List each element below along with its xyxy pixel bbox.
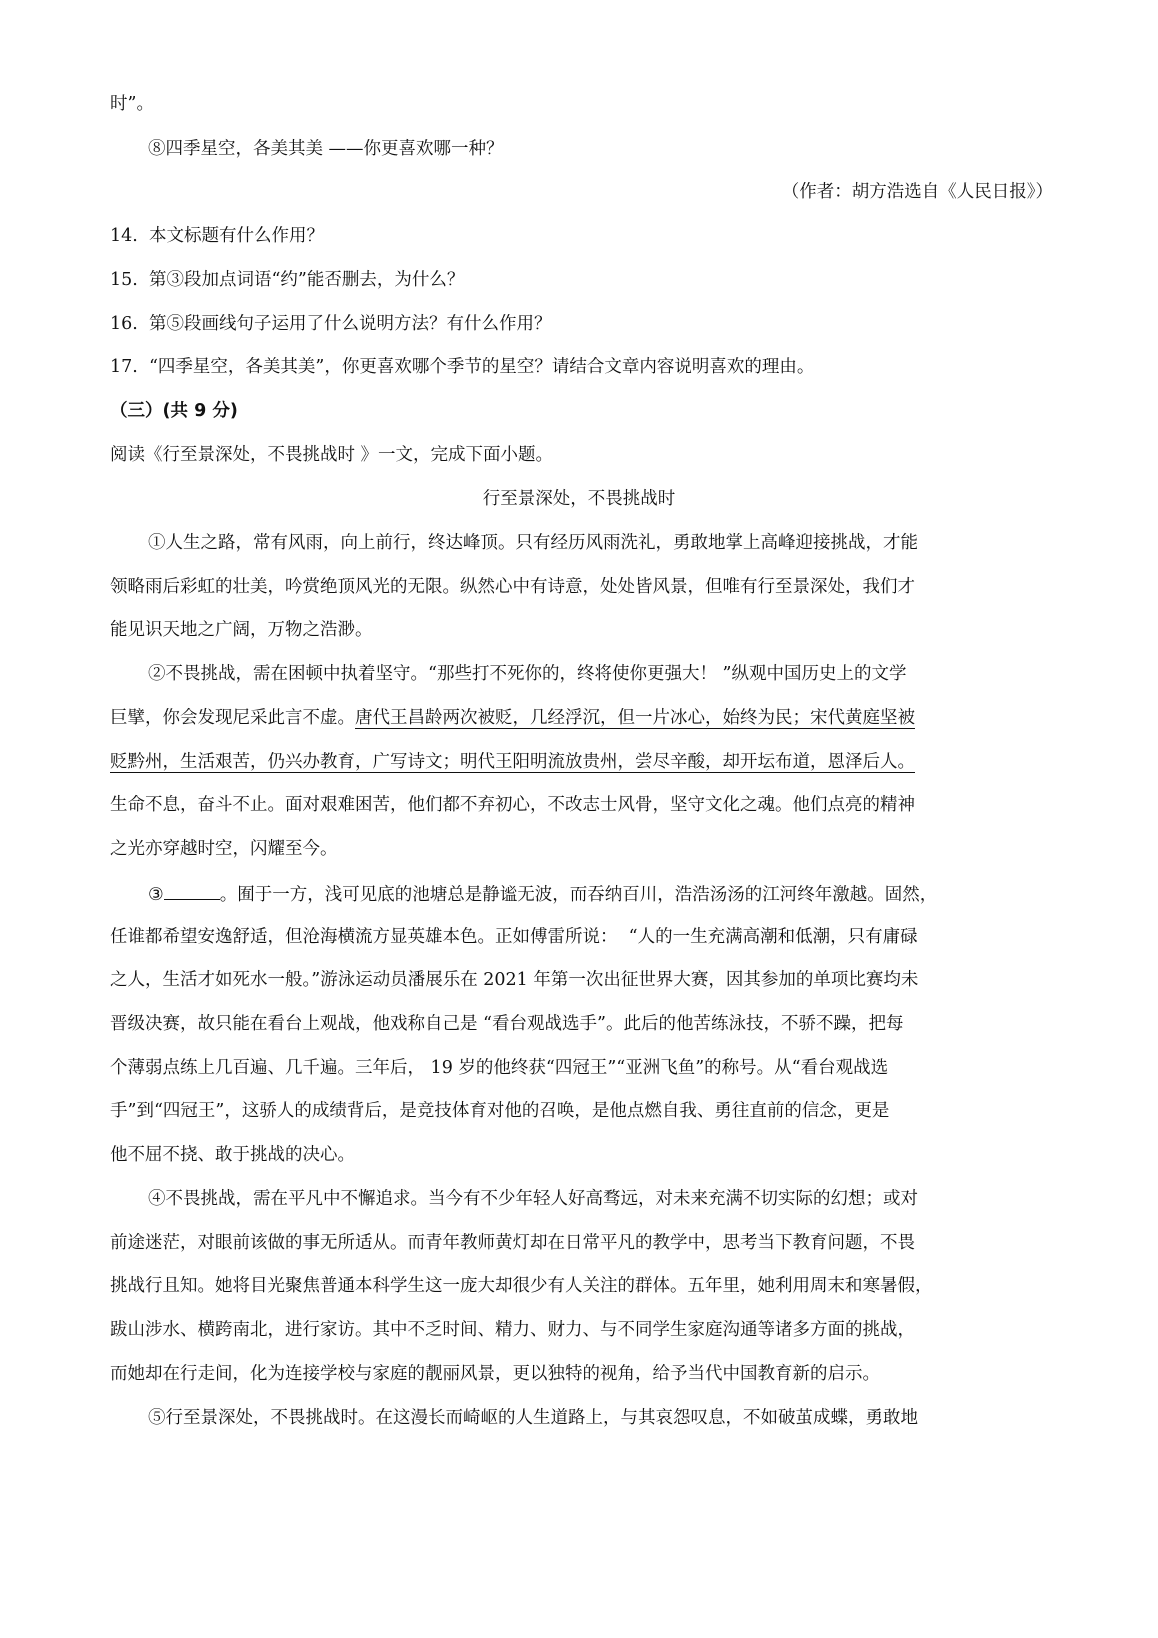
paragraph-2-line: 之光亦穿越时空，闪耀至今。 — [110, 839, 338, 859]
underlined-sentence: 贬黔州，生活艰苦，仍兴办教育，广写诗文；明代王阳明流放贵州，尝尽辛酸，却开坛布道，恩泽后人。 — [110, 752, 915, 772]
paragraph-2-line: ②不畏挑战，需在困顿中执着坚守。“那些打不死你的，终将使你更强大！ ”纵观中国历史上的文学 — [148, 664, 907, 684]
paragraph-2-line — [110, 710, 1050, 728]
paragraph-3-line: 个薄弱点练上几百遍、几千遍。三年后， 19 岁的他终获“四冠王”“亚洲飞鱼”的称号。从“看台观战选 — [110, 1058, 889, 1078]
paragraph-3-line: 任谁都希望安逸舒适，但沧海横流方显英雄本色。正如傅雷所说： “人的一生充满高潮和低潮，只有庸碌 — [110, 927, 918, 947]
article-title: 行至景深处，不畏挑战时 — [482, 489, 676, 509]
underlined-sentence: 唐代王昌龄两次被贬，几经浮沉，但一片冰心，始终为民；宋代黄庭坚被 — [355, 708, 915, 728]
text-span: 巨擘，你会发现尼采此言不虚。 — [110, 708, 355, 728]
paragraph-3-line — [148, 885, 1088, 905]
question-17: 17. “四季星空，各美其美”，你更喜欢哪个季节的星空？请结合文章内容说明喜欢的理由。 — [110, 357, 815, 377]
paragraph-3-line: 手”到“四冠王”，这骄人的成绩背后，是竞技体育对他的召唤，是他点燃自我、勇往直前的信念，更是 — [110, 1101, 890, 1121]
paragraph-4-line: ④不畏挑战，需在平凡中不懈追求。当今有不少年轻人好高骛远，对未来充满不切实际的幻想；或对 — [148, 1189, 918, 1209]
text-line: 时”。 — [110, 94, 154, 114]
question-16: 16. 第⑤段画线句子运用了什么说明方法？有什么作用？ — [110, 314, 552, 334]
author-credit: （作者：胡方浩选自《人民日报》） — [781, 182, 1053, 202]
question-15: 15. 第③段加点词语“约”能否删去，为什么？ — [110, 270, 465, 290]
text-span: ③ — [148, 885, 164, 905]
paragraph-4-line: 前途迷茫，对眼前该做的事无所适从。而青年教师黄灯却在日常平凡的教学中，思考当下教育问题，不畏 — [110, 1233, 915, 1253]
paragraph-8: ⑧四季星空，各美其美 ——你更喜欢哪一种？ — [148, 139, 504, 159]
paragraph-3-line: 晋级决赛，故只能在看台上观战，他戏称自己是 “看台观战选手”。此后的他苦练泳技，不骄不躁，把每 — [110, 1014, 904, 1034]
paragraph-4-line: 而她却在行走间，化为连接学校与家庭的靓丽风景，更以独特的视角，给予当代中国教育新的启示。 — [110, 1364, 880, 1384]
reading-instruction: 阅读《行至景深处，不畏挑战时 》一文，完成下面小题。 — [110, 445, 554, 465]
paragraph-4-line: 跋山涉水、横跨南北，进行家访。其中不乏时间、精力、财力、与不同学生家庭沟通等诸多方面的挑战， — [110, 1320, 915, 1340]
paragraph-1-line: 领略雨后彩虹的壮美，吟赏绝顶风光的无限。纵然心中有诗意，处处皆风景，但唯有行至景深处，我们才 — [110, 577, 915, 597]
text-span: 。囿于一方，浅可见底的池塘总是静谧无波，而吞纳百川，浩浩汤汤的江河终年激越。固然， — [219, 885, 938, 905]
paragraph-5-line: ⑤行至景深处，不畏挑战时。在这漫长而崎岖的人生道路上，与其哀怨叹息，不如破茧成蝶，勇敢地 — [148, 1408, 918, 1428]
paragraph-1-line: ①人生之路，常有风雨，向上前行，终达峰顶。只有经历风雨洗礼，勇敢地掌上高峰迎接挑战，才能 — [148, 533, 918, 553]
paragraph-4-line: 挑战行且知。她将目光聚焦普通本科学生这一庞大却很少有人关注的群体。五年里，她利用周末和寒暑假， — [110, 1276, 933, 1296]
paragraph-2-line: 生命不息，奋斗不止。面对艰难困苦，他们都不弃初心，不改志士风骨，坚守文化之魂。他们点亮的精神 — [110, 795, 915, 815]
paragraph-3-line: 他不屈不挠、敢于挑战的决心。 — [110, 1145, 355, 1165]
fill-in-blank — [164, 885, 220, 900]
section-heading: （三）(共 9 分) — [110, 401, 238, 421]
paragraph-1-line: 能见识天地之广阔，万物之浩渺。 — [110, 620, 373, 640]
question-14: 14. 本文标题有什么作用？ — [110, 226, 324, 246]
paragraph-3-line: 之人，生活才如死水一般。”游泳运动员潘展乐在 2021 年第一次出征世界大赛，因其参加的单项比赛均未 — [110, 970, 919, 990]
